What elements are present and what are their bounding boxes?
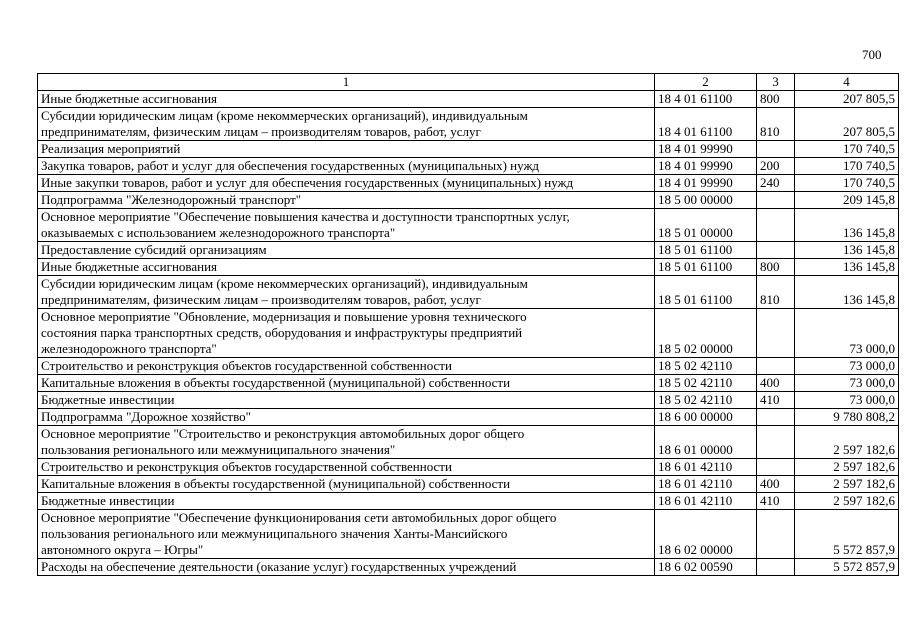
row-expense-type-cell bbox=[757, 426, 795, 459]
row-name-cell bbox=[38, 209, 655, 242]
table-header-row bbox=[38, 74, 899, 91]
row-sum-cell: 136 145,8 bbox=[795, 276, 899, 309]
row-name-cell bbox=[38, 559, 655, 576]
table-body bbox=[38, 91, 899, 576]
row-sum-cell: 170 740,5 bbox=[795, 175, 899, 192]
table-row bbox=[38, 141, 899, 158]
row-expense-type-cell: 400 bbox=[757, 375, 795, 392]
row-name-line: Основное мероприятие "Обеспечение функционирования сети автомобильных дорог общего bbox=[41, 510, 557, 525]
table-row bbox=[38, 392, 899, 409]
row-name-line: пользования регионального или межмуниципального значения Ханты-Мансийского bbox=[41, 526, 508, 541]
row-name-line: Бюджетные инвестиции bbox=[41, 493, 175, 508]
row-sum-cell: 2 597 182,6 bbox=[795, 476, 899, 493]
row-name-cell bbox=[38, 276, 655, 309]
row-expense-type-cell: 800 bbox=[757, 259, 795, 276]
row-name-line: Строительство и реконструкция объектов государственной собственности bbox=[41, 358, 452, 373]
table-row bbox=[38, 108, 899, 141]
row-expense-type-cell bbox=[757, 141, 795, 158]
row-expense-type-cell bbox=[757, 358, 795, 375]
row-name-cell bbox=[38, 426, 655, 459]
row-sum-cell: 73 000,0 bbox=[795, 309, 899, 358]
row-sum-cell: 136 145,8 bbox=[795, 242, 899, 259]
row-code-cell: 18 5 01 00000 bbox=[655, 209, 757, 242]
row-code-cell: 18 5 02 42110 bbox=[655, 375, 757, 392]
row-sum-cell: 2 597 182,6 bbox=[795, 426, 899, 459]
row-expense-type-cell: 200 bbox=[757, 158, 795, 175]
row-expense-type-cell bbox=[757, 559, 795, 576]
row-name-line: состояния парка транспортных средств, оборудования и инфраструктуры предприятий bbox=[41, 325, 523, 340]
row-name-line: Бюджетные инвестиции bbox=[41, 392, 175, 407]
row-sum-cell: 170 740,5 bbox=[795, 158, 899, 175]
table-row bbox=[38, 358, 899, 375]
row-name-line: Основное мероприятие "Обновление, модернизация и повышение уровня технического bbox=[41, 309, 527, 324]
row-expense-type-cell: 400 bbox=[757, 476, 795, 493]
row-expense-type-cell: 410 bbox=[757, 493, 795, 510]
row-sum-cell: 209 145,8 bbox=[795, 192, 899, 209]
row-name-line: Основное мероприятие "Строительство и реконструкция автомобильных дорог общего bbox=[41, 426, 525, 441]
row-name-cell bbox=[38, 91, 655, 108]
row-code-cell: 18 6 00 00000 bbox=[655, 409, 757, 426]
row-name-line: Предоставление субсидий организациям bbox=[41, 242, 267, 257]
column-header-sum: 4 bbox=[795, 74, 899, 91]
row-sum-cell: 5 572 857,9 bbox=[795, 510, 899, 559]
table-row bbox=[38, 242, 899, 259]
row-name-line: предпринимателям, физическим лицам – производителям товаров, работ, услуг bbox=[41, 292, 481, 307]
table-row bbox=[38, 426, 899, 459]
row-name-line: пользования регионального или межмуниципального значения" bbox=[41, 442, 396, 457]
table-row bbox=[38, 209, 899, 242]
column-header-name: 1 bbox=[38, 74, 655, 91]
table-row bbox=[38, 276, 899, 309]
row-sum-cell: 73 000,0 bbox=[795, 358, 899, 375]
table-row bbox=[38, 91, 899, 108]
table-row bbox=[38, 476, 899, 493]
table-row bbox=[38, 459, 899, 476]
row-code-cell: 18 4 01 99990 bbox=[655, 141, 757, 158]
row-expense-type-cell bbox=[757, 459, 795, 476]
row-code-cell: 18 5 01 61100 bbox=[655, 259, 757, 276]
row-name-cell bbox=[38, 459, 655, 476]
row-name-cell bbox=[38, 309, 655, 358]
row-code-cell: 18 4 01 61100 bbox=[655, 91, 757, 108]
row-code-cell: 18 5 02 42110 bbox=[655, 392, 757, 409]
row-name-cell bbox=[38, 175, 655, 192]
table-row bbox=[38, 375, 899, 392]
row-name-line: Иные закупки товаров, работ и услуг для обеспечения государственных (муниципальных) нужд bbox=[41, 175, 574, 190]
table-row bbox=[38, 510, 899, 559]
row-code-cell: 18 6 01 42110 bbox=[655, 459, 757, 476]
row-code-cell: 18 6 02 00000 bbox=[655, 510, 757, 559]
row-name-line: Субсидии юридическим лицам (кроме некоммерческих организаций), индивидуальным bbox=[41, 108, 528, 123]
row-code-cell: 18 5 01 61100 bbox=[655, 276, 757, 309]
table-row bbox=[38, 158, 899, 175]
row-code-cell: 18 4 01 61100 bbox=[655, 108, 757, 141]
row-name-cell bbox=[38, 392, 655, 409]
row-name-cell bbox=[38, 141, 655, 158]
row-code-cell: 18 6 02 00590 bbox=[655, 559, 757, 576]
table-row bbox=[38, 175, 899, 192]
row-sum-cell: 73 000,0 bbox=[795, 375, 899, 392]
row-name-line: Иные бюджетные ассигнования bbox=[41, 259, 218, 274]
row-expense-type-cell bbox=[757, 209, 795, 242]
column-header-code: 2 bbox=[655, 74, 757, 91]
row-name-cell bbox=[38, 108, 655, 141]
row-sum-cell: 207 805,5 bbox=[795, 108, 899, 141]
row-sum-cell: 170 740,5 bbox=[795, 141, 899, 158]
row-code-cell: 18 4 01 99990 bbox=[655, 158, 757, 175]
row-code-cell: 18 5 00 00000 bbox=[655, 192, 757, 209]
row-sum-cell: 9 780 808,2 bbox=[795, 409, 899, 426]
page-number: 700 bbox=[862, 47, 882, 62]
row-name-cell bbox=[38, 375, 655, 392]
row-name-line: Иные бюджетные ассигнования bbox=[41, 91, 218, 106]
row-name-line: Реализация мероприятий bbox=[41, 141, 181, 156]
row-name-line: предпринимателям, физическим лицам – производителям товаров, работ, услуг bbox=[41, 124, 481, 139]
table-row bbox=[38, 493, 899, 510]
table-row bbox=[38, 309, 899, 358]
row-sum-cell: 2 597 182,6 bbox=[795, 493, 899, 510]
row-sum-cell: 73 000,0 bbox=[795, 392, 899, 409]
row-expense-type-cell: 240 bbox=[757, 175, 795, 192]
row-name-cell bbox=[38, 493, 655, 510]
table-row bbox=[38, 259, 899, 276]
row-expense-type-cell bbox=[757, 510, 795, 559]
row-name-line: Субсидии юридическим лицам (кроме некоммерческих организаций), индивидуальным bbox=[41, 276, 528, 291]
row-expense-type-cell: 410 bbox=[757, 392, 795, 409]
row-sum-cell: 5 572 857,9 bbox=[795, 559, 899, 576]
column-header-expense-type: 3 bbox=[757, 74, 795, 91]
row-code-cell: 18 6 01 42110 bbox=[655, 476, 757, 493]
row-sum-cell: 136 145,8 bbox=[795, 259, 899, 276]
row-code-cell: 18 6 01 00000 bbox=[655, 426, 757, 459]
row-sum-cell: 2 597 182,6 bbox=[795, 459, 899, 476]
row-name-cell bbox=[38, 510, 655, 559]
row-code-cell: 18 6 01 42110 bbox=[655, 493, 757, 510]
budget-table bbox=[37, 73, 899, 576]
row-name-line: железнодорожного транспорта" bbox=[41, 341, 217, 356]
row-name-line: Капитальные вложения в объекты государственной (муниципальной) собственности bbox=[41, 476, 511, 491]
row-name-line: Расходы на обеспечение деятельности (оказание услуг) государственных учреждений bbox=[41, 559, 517, 574]
row-name-cell bbox=[38, 242, 655, 259]
row-name-line: Подпрограмма "Железнодорожный транспорт" bbox=[41, 192, 302, 207]
row-expense-type-cell: 810 bbox=[757, 276, 795, 309]
row-expense-type-cell: 810 bbox=[757, 108, 795, 141]
row-name-cell bbox=[38, 158, 655, 175]
row-sum-cell: 136 145,8 bbox=[795, 209, 899, 242]
row-code-cell: 18 5 02 00000 bbox=[655, 309, 757, 358]
table-row bbox=[38, 192, 899, 209]
row-expense-type-cell bbox=[757, 309, 795, 358]
row-name-line: оказываемых с использованием железнодорожного транспорта" bbox=[41, 225, 396, 240]
row-name-cell bbox=[38, 192, 655, 209]
row-name-line: Строительство и реконструкция объектов государственной собственности bbox=[41, 459, 452, 474]
row-name-line: автономного округа – Югры" bbox=[41, 542, 204, 557]
row-code-cell: 18 5 01 61100 bbox=[655, 242, 757, 259]
row-name-line: Капитальные вложения в объекты государственной (муниципальной) собственности bbox=[41, 375, 511, 390]
row-name-cell bbox=[38, 409, 655, 426]
row-name-cell bbox=[38, 358, 655, 375]
row-name-line: Закупка товаров, работ и услуг для обеспечения государственных (муниципальных) нужд bbox=[41, 158, 540, 173]
row-name-line: Основное мероприятие "Обеспечение повышения качества и доступности транспортных услуг, bbox=[41, 209, 570, 224]
row-expense-type-cell: 800 bbox=[757, 91, 795, 108]
table-row bbox=[38, 559, 899, 576]
row-expense-type-cell bbox=[757, 242, 795, 259]
row-sum-cell: 207 805,5 bbox=[795, 91, 899, 108]
row-name-cell bbox=[38, 476, 655, 493]
row-name-line: Подпрограмма "Дорожное хозяйство" bbox=[41, 409, 251, 424]
row-expense-type-cell bbox=[757, 192, 795, 209]
row-code-cell: 18 4 01 99990 bbox=[655, 175, 757, 192]
row-name-cell bbox=[38, 259, 655, 276]
table-row bbox=[38, 409, 899, 426]
row-expense-type-cell bbox=[757, 409, 795, 426]
row-code-cell: 18 5 02 42110 bbox=[655, 358, 757, 375]
